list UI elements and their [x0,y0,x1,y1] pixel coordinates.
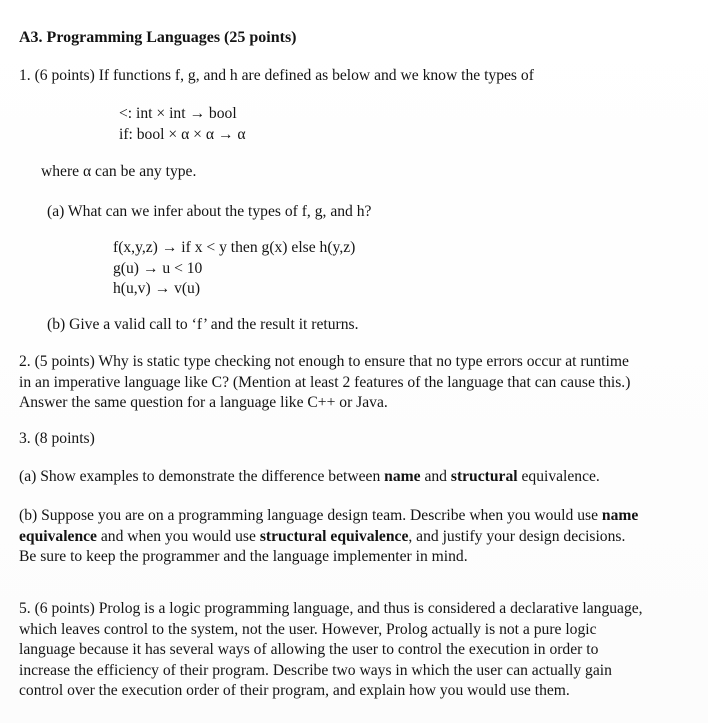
q1b-prompt: (b) Give a valid call to ‘f’ and the result it returns. [47,316,359,333]
term-name: name [601,507,639,524]
q3b-line2-mid: and when you would use [96,527,260,545]
q3b-line-3: Be sure to keep the programmer and the language implementer in mind. [19,548,468,565]
q3a-post: equivalence. [517,468,600,485]
q3-header: 3. (8 points) [19,430,95,447]
q1-intro: 1. (6 points) If functions f, g, and h are defined as below and we know the types of [19,67,534,84]
term-equivalence: equivalence [19,527,97,545]
q2-text [19,352,695,414]
q3b-line-1 [19,506,695,527]
q5-line: language because it has several ways of allowing the user to control the execution in order to [19,641,599,658]
q2-line: 2. (5 points) Why is static type checking not enough to ensure that no type errors occur at runtime [19,353,629,370]
q1-function-definitions [113,238,355,300]
term-structural-equivalence: structural equivalence [259,527,409,545]
def-f: f(x,y,z) → if x < y then g(x) else h(y,z) [113,239,356,256]
q3a-mid: and [420,468,451,485]
q3b-text [19,506,695,568]
q1-where: where α can be any type. [41,163,197,180]
q5-line: increase the efficiency of their program. Describe two ways in which the user can actually gain [19,661,612,679]
def-h: h(u,v) → v(u) [113,280,201,297]
q3b-line2-post: , and justify your design decisions. [408,527,626,545]
def-g: g(u) → u < 10 [113,259,203,277]
q3b-line-2 [19,527,695,548]
term-name: name [384,468,421,485]
q2-line: in an imperative language like C? (Mention at least 2 features of the language that can cause this.) [19,373,631,391]
section-title: A3. Programming Languages (25 points) [19,29,297,46]
q3a-pre: (a) Show examples to demonstrate the difference between [19,468,385,485]
type-signature-if: if: bool × α × α → α [119,125,246,143]
q5-text [19,599,695,702]
q1a-prompt: (a) What can we infer about the types of f, g, and h? [47,203,372,220]
q3a-text [19,467,695,488]
q1-type-signatures [119,104,246,145]
q5-line: control over the execution order of their program, and explain how you would use them. [19,682,570,699]
type-signature-lt: <: int × int → bool [119,105,237,122]
term-structural: structural [450,468,518,485]
q3b-line1-pre: (b) Suppose you are on a programming language design team. Describe when you would use [19,507,602,524]
q5-line: 5. (6 points) Prolog is a logic programming language, and thus is considered a declarative language, [19,600,643,617]
q5-line: which leaves control to the system, not the user. However, Prolog actually is not a pure logic [19,620,597,638]
q2-line: Answer the same question for a language like C++ or Java. [19,394,388,411]
